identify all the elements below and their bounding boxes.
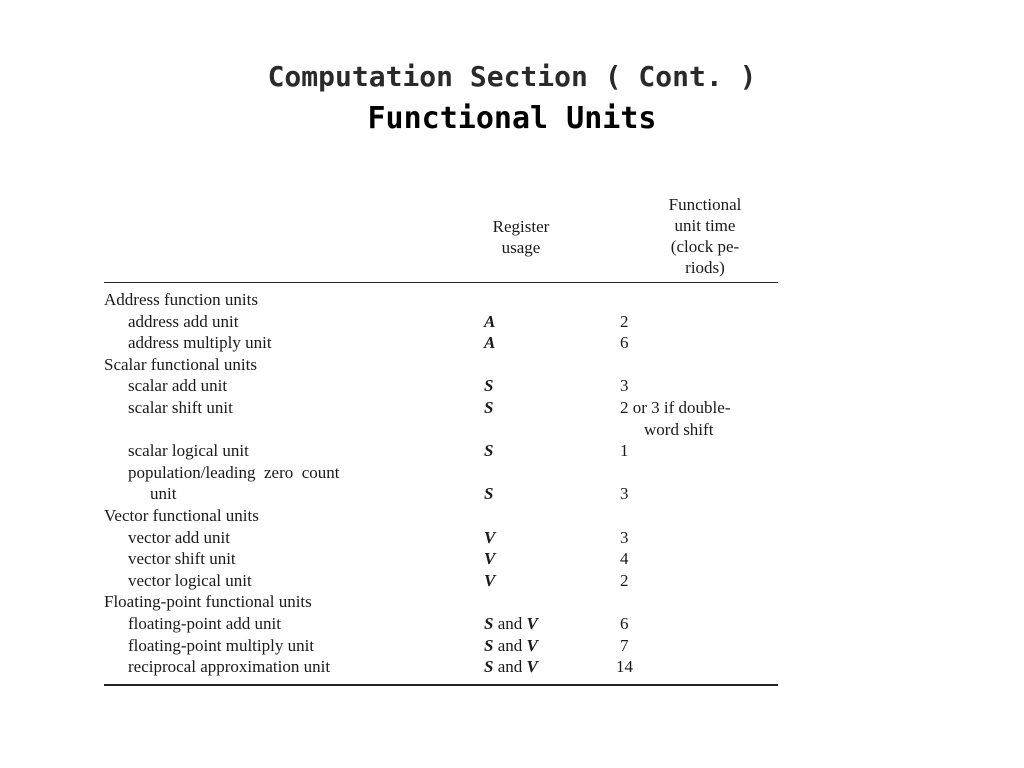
unit-time: 3 <box>620 484 629 504</box>
table-row <box>104 375 778 397</box>
register-usage: S <box>484 376 494 396</box>
header-line: (clock pe- <box>670 237 740 256</box>
register-a: S <box>484 613 494 633</box>
unit-name: address multiply unit <box>128 333 272 353</box>
category-label: Floating-point functional units <box>104 592 312 612</box>
register-a: S <box>484 635 494 655</box>
register-usage: V <box>484 570 496 590</box>
unit-name: floating-point add unit <box>128 613 281 633</box>
category-label: Scalar functional units <box>104 354 257 374</box>
table-row-category <box>104 354 778 376</box>
table-row <box>104 332 778 354</box>
table-row <box>104 462 778 484</box>
footer-rule <box>104 684 778 686</box>
table-row <box>104 397 778 419</box>
table-row-category <box>104 591 778 613</box>
table-row <box>104 527 778 549</box>
register-and: and <box>497 635 523 655</box>
register-usage: V <box>484 527 496 547</box>
header-line: unit time <box>674 216 736 235</box>
table-row <box>104 570 778 592</box>
header-register-usage <box>480 216 562 258</box>
header-line: usage <box>501 238 541 257</box>
table-row <box>104 548 778 570</box>
header-line: riods) <box>685 258 725 277</box>
unit-time: 14 <box>616 657 633 677</box>
register-usage: S <box>484 397 494 417</box>
category-label: Address function units <box>104 290 258 309</box>
register-usage: S <box>484 441 494 461</box>
table-row-category <box>104 505 778 527</box>
unit-time-continuation: word shift <box>644 419 714 439</box>
table-header <box>104 190 778 282</box>
header-line: Register <box>492 217 550 236</box>
table-row-category <box>104 289 778 311</box>
header-line: Functional <box>668 195 742 214</box>
register-usage: A <box>484 311 496 331</box>
table-row <box>104 656 778 678</box>
unit-name: floating-point multiply unit <box>128 635 315 655</box>
unit-name: vector logical unit <box>128 570 252 590</box>
register-b: V <box>526 657 538 677</box>
unit-time: 2 <box>620 311 629 331</box>
table-row <box>104 635 778 657</box>
register-b: V <box>526 613 538 633</box>
slide-subtitle: Functional Units <box>367 101 657 136</box>
register-usage: S <box>484 484 494 504</box>
register-b: V <box>526 635 538 655</box>
unit-time: 2 or 3 if double- <box>620 397 731 417</box>
register-usage: V <box>484 549 496 569</box>
category-label: Vector functional units <box>104 505 259 525</box>
register-and: and <box>497 613 523 633</box>
header-functional-unit-time <box>630 194 780 278</box>
unit-name: scalar logical unit <box>128 441 249 461</box>
table-row <box>104 311 778 333</box>
register-usage <box>484 635 538 657</box>
unit-time: 2 <box>620 570 629 590</box>
table-body <box>104 283 778 678</box>
unit-name: scalar shift unit <box>128 397 233 417</box>
unit-time: 3 <box>620 527 629 547</box>
table-row <box>104 440 778 462</box>
register-and: and <box>497 657 523 677</box>
unit-time: 6 <box>620 613 629 633</box>
unit-time: 4 <box>620 549 629 569</box>
unit-name: address add unit <box>128 311 239 331</box>
unit-name: vector shift unit <box>128 549 236 569</box>
register-a: S <box>484 657 494 677</box>
unit-time: 7 <box>620 635 629 655</box>
unit-time: 1 <box>620 441 629 461</box>
unit-name: reciprocal approximation unit <box>128 657 331 677</box>
unit-name: vector add unit <box>128 527 230 547</box>
unit-time: 6 <box>620 333 629 353</box>
unit-name: scalar add unit <box>128 376 228 396</box>
register-usage <box>484 613 538 635</box>
slide-title: Computation Section ( Cont. ) <box>267 60 757 93</box>
table-row-continuation <box>104 419 778 441</box>
unit-name-continuation: unit <box>150 484 177 504</box>
functional-units-table <box>104 190 778 686</box>
table-row-continuation <box>104 483 778 505</box>
unit-name: population/leading zero count <box>128 462 340 482</box>
unit-time: 3 <box>620 376 629 396</box>
register-usage <box>484 656 538 678</box>
table-row <box>104 613 778 635</box>
register-usage: A <box>484 333 496 353</box>
